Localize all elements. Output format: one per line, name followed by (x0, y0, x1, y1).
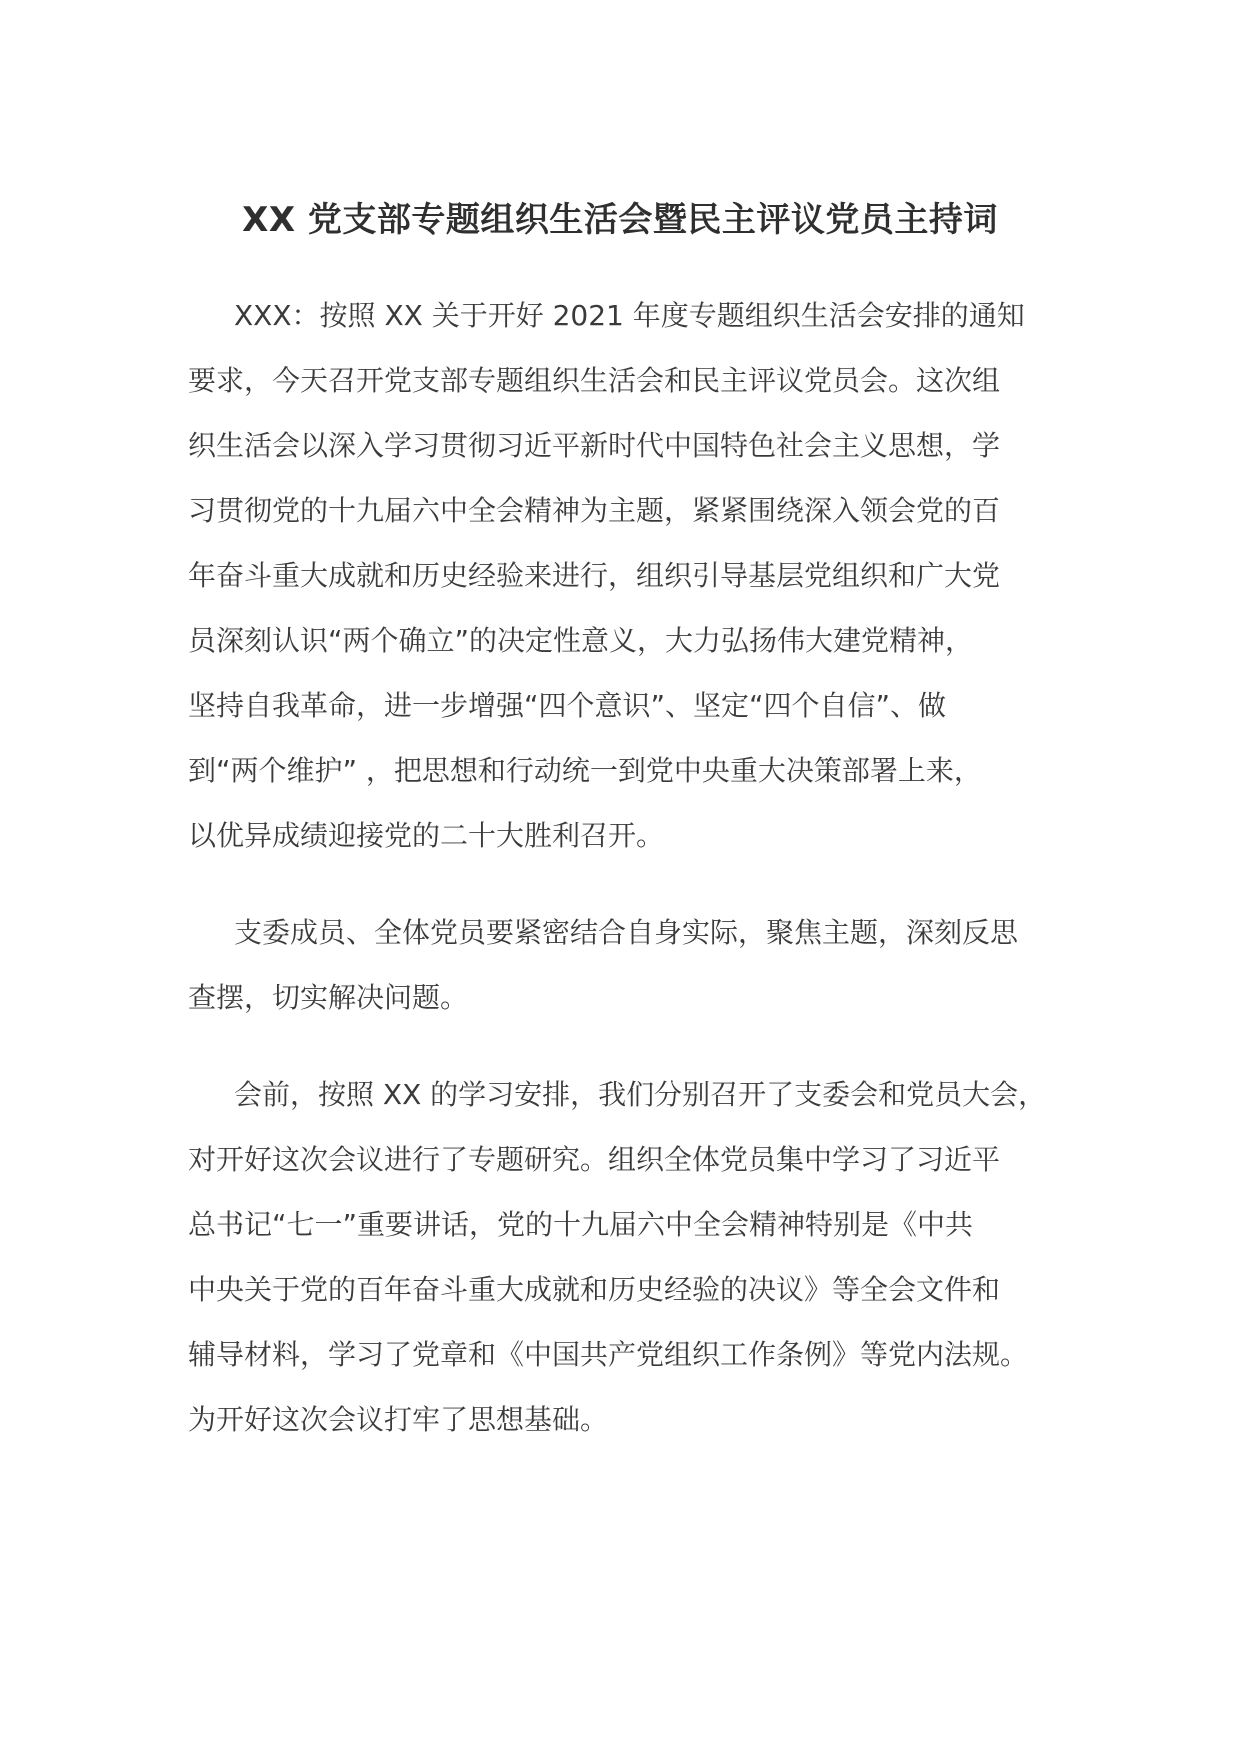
paragraph-line: 查摆，切实解决问题。 (188, 981, 469, 1014)
paragraph-line: 中央关于党的百年奋斗重大成就和历史经验的决议》等全会文件和 (188, 1273, 1001, 1306)
paragraph-line: 对开好这次会议进行了专题研究。组织全体党员集中学习了习近平 (188, 1143, 1001, 1176)
paragraph-line: 坚持自我革命，进一步增强“四个意识”、坚定“四个自信”、做 (188, 689, 947, 722)
paragraph-1 (188, 283, 1058, 868)
paragraph-line: 到“两个维护” ，把思想和行动统一到党中央重大决策部署上来， (188, 754, 982, 787)
paragraph-2 (188, 900, 1058, 1030)
paragraph-line: 总书记“七一”重要讲话，党的十九届六中全会精神特别是《中共 (188, 1208, 974, 1241)
paragraph-line: 织生活会以深入学习贯彻习近平新时代中国特色社会主义思想，学 (188, 429, 1001, 462)
paragraph-line: XXX：按照 XX 关于开好 2021 年度专题组织生活会安排的通知 (234, 299, 1025, 332)
document-body (188, 283, 1058, 1484)
paragraph-line: 辅导材料，学习了党章和《中国共产党组织工作条例》等党内法规。 (188, 1338, 1029, 1371)
paragraph-line: 支委成员、全体党员要紧密结合自身实际，聚焦主题，深刻反思 (234, 916, 1019, 949)
document-title: XX 党支部专题组织生活会暨民主评议党员主持词 (242, 200, 998, 240)
paragraph-line: 要求，今天召开党支部专题组织生活会和民主评议党员会。这次组 (188, 364, 1001, 397)
paragraph-3 (188, 1062, 1058, 1452)
paragraph-line: 员深刻认识“两个确立”的决定性意义，大力弘扬伟大建党精神， (188, 624, 974, 657)
paragraph-line: 为开好这次会议打牢了思想基础。 (188, 1403, 609, 1436)
paragraph-line: 会前，按照 XX 的学习安排，我们分别召开了支委会和党员大会， (234, 1078, 1047, 1111)
paragraph-line: 习贯彻党的十九届六中全会精神为主题，紧紧围绕深入领会党的百 (188, 494, 1001, 527)
paragraph-line: 以优异成绩迎接党的二十大胜利召开。 (188, 819, 665, 852)
paragraph-line: 年奋斗重大成就和历史经验来进行，组织引导基层党组织和广大党 (188, 559, 1001, 592)
